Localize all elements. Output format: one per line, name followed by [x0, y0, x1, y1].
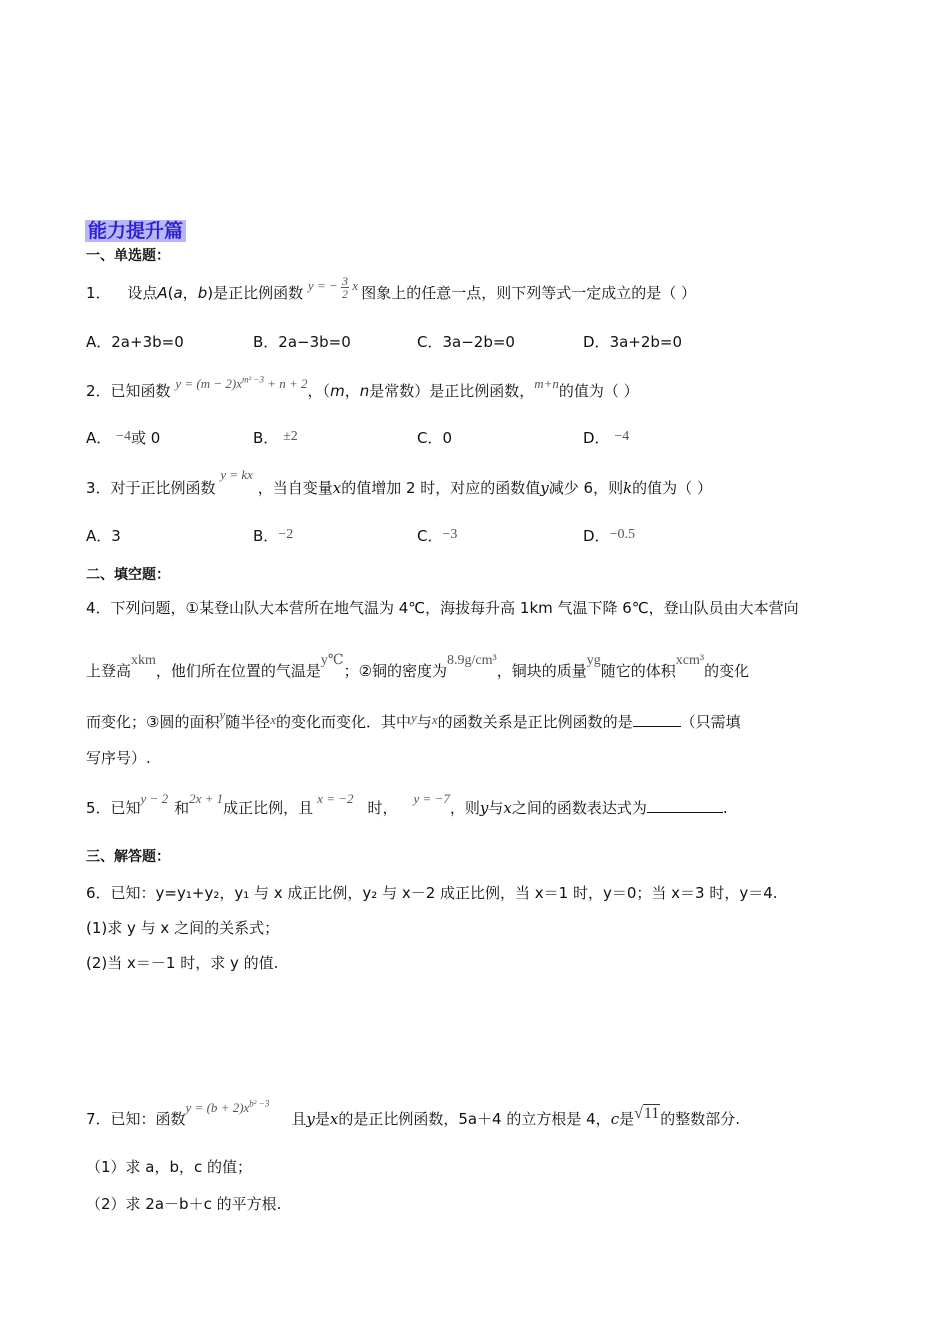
- q3-option-d[interactable]: D．−0.5: [583, 527, 635, 545]
- question-6-part-2: (2)当 x＝－1 时，求 y 的值.: [86, 954, 279, 972]
- q1-option-a[interactable]: A．2a+3b=0: [86, 333, 184, 351]
- question-number: 1．: [86, 284, 111, 302]
- question-3: 3．对于正比例函数 y = kx ，当自变量x的值增加 2 时，对应的函数值y减少 6，则k的值为（ ）: [86, 467, 712, 497]
- q1-option-b[interactable]: B．2a−3b=0: [253, 333, 351, 351]
- question-7-part-2: （2）求 2a－b＋c 的平方根.: [86, 1195, 282, 1213]
- question-6-part-1: (1)求 y 与 x 之间的关系式；: [86, 919, 280, 937]
- q2-option-a[interactable]: A． −4或 0: [86, 429, 161, 447]
- question-5: 5．已知y − 2和2x + 1成正比例，且x = −2时，y = −7，则y与x之间的函数表达式为 .: [86, 791, 728, 817]
- answer-blank[interactable]: [633, 712, 681, 727]
- question-2: 2．已知函数 $y = (m - 2)x^{m^2 -3} + n + 2$，（m，n是常数）是正比例函数，m+n的值为（ ）: [86, 374, 639, 400]
- section-heading-single-choice: 一、单选题：: [86, 248, 170, 264]
- formula-proportional: y = − $\frac{3}{2}$ x: [307, 273, 358, 301]
- question-4-line-1: 4．下列问题，①某登山队大本营所在地气温为 4℃，海拔每升高 1km 气温下降 6℃，登山队员由大本营向: [86, 599, 799, 617]
- question-1: 1． 设点A(a，b)是正比例函数 y = − $\frac{3}{2}$ x 图象上的任意一点，则下列等式一定成立的是（ ）: [86, 273, 696, 302]
- sqrt-11: √11: [634, 1105, 660, 1122]
- section-title: 能力提升篇: [85, 216, 186, 243]
- section-heading-solution: 三、解答题：: [86, 849, 170, 865]
- q3-option-c[interactable]: C．−3: [417, 527, 458, 545]
- q2-option-d[interactable]: D． −4: [583, 429, 630, 447]
- formula-m-plus-n: m+n: [534, 376, 559, 391]
- q1-option-c[interactable]: C．3a−2b=0: [417, 333, 515, 351]
- formula-function: $y = (m - 2)x^{m^2 -3} + n + 2$: [175, 374, 308, 391]
- formula-function: $y = (b + 2)x^{b^2 -3}$: [185, 1098, 270, 1115]
- formula-y-kx: y = kx: [220, 467, 253, 482]
- q1-option-d[interactable]: D．3a+2b=0: [583, 333, 683, 351]
- q2-option-b[interactable]: B． ±2: [253, 429, 298, 447]
- question-6: 6．已知：y=y₁+y₂，y₁ 与 x 成正比例，y₂ 与 x－2 成正比例，当 x＝1 时，y＝0；当 x＝3 时，y＝4.: [86, 884, 778, 902]
- question-4-line-2: 上登高xkm，他们所在位置的气温是y℃；②铜的密度为8.9g/cm³，铜块的质量yg随它的体积xcm³的变化: [86, 653, 750, 680]
- q3-option-a[interactable]: A．3: [86, 527, 121, 545]
- question-7: 7．已知：函数$y = (b + 2)x^{b^2 -3}$且y是x的是正比例函数，5a＋4 的立方根是 4，c是√11的整数部分.: [86, 1098, 741, 1128]
- question-4-line-3: 而变化；③圆的面积y随半径x的变化而变化．其中y与x的函数关系是正比例函数的是 （只需填: [86, 707, 741, 731]
- section-heading-fill-in: 二、填空题：: [86, 567, 170, 583]
- question-4-line-4: 写序号）.: [86, 749, 151, 767]
- question-7-part-1: （1）求 a，b，c 的值；: [86, 1158, 253, 1176]
- q2-option-c[interactable]: C．0: [417, 429, 453, 447]
- answer-blank[interactable]: [647, 798, 723, 813]
- q3-option-b[interactable]: B．−2: [253, 527, 294, 545]
